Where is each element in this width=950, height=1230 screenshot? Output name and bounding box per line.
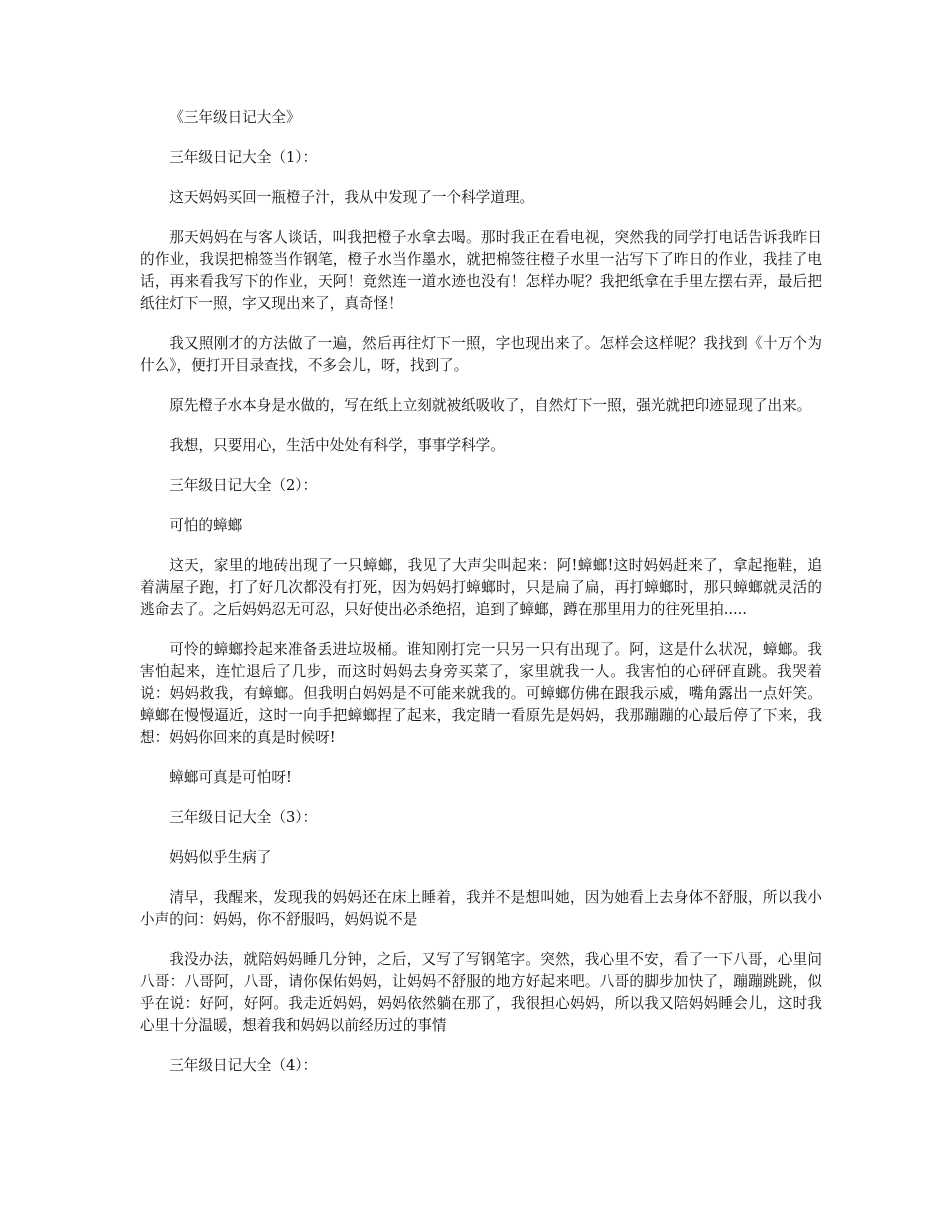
paragraph: 这天，家里的地砖出现了一只蟑螂，我见了大声尖叫起来：阿!蟑螂!这时妈妈赶来了，拿起拖鞋，追着满屋子跑，打了好几次都没有打死，因为妈妈打蟑螂时，只是扁了扁，再打蟑螂时，那只蟑螂就灵活的逃命去了。之后妈妈忍无可忍，只好使出必杀绝招，追到了蟑螂，蹲在那里用力的往死里拍..... [140, 557, 822, 618]
section-heading: 三年级日记大全（3）： [169, 809, 318, 826]
paragraph: 原先橙子水本身是水做的，写在纸上立刻就被纸吸收了，自然灯下一照，强光就把印迹显现了出来。 [169, 397, 812, 414]
paragraph: 我没办法，就陪妈妈睡几分钟，之后，又写了写钢笔字。突然，我心里不安，看了一下八哥，心里问八哥：八哥阿，八哥，请你保佑妈妈，让妈妈不舒服的地方好起来吧。八哥的脚步加快了，蹦蹦跳跳，似乎在说：好阿，好阿。我走近妈妈，妈妈依然躺在那了，我很担心妈妈，所以我又陪妈妈睡会儿，这时我心里十分温暖，想着我和妈妈以前经历过的事情 [140, 951, 822, 1034]
section-heading: 三年级日记大全（1）： [169, 149, 318, 166]
paragraph: 我想，只要用心，生活中处处有科学，事事学科学。 [169, 437, 505, 454]
document-title: 《三年级日记大全》 [169, 109, 301, 126]
section-heading: 三年级日记大全（4）： [169, 1057, 318, 1074]
paragraph: 这天妈妈买回一瓶橙子汁，我从中发现了一个科学道理。 [169, 189, 535, 206]
paragraph: 蟑螂可真是可怕呀! [169, 769, 292, 786]
section-heading: 三年级日记大全（2）： [169, 477, 318, 494]
entry-title: 妈妈似乎生病了 [169, 849, 272, 866]
entry-title: 可怕的蟑螂 [169, 517, 243, 534]
document-body [140, 107, 822, 1095]
paragraph: 清早，我醒来，发现我的妈妈还在床上睡着，我并不是想叫她，因为她看上去身体不舒服，所以我小小声的问：妈妈，你不舒服吗，妈妈说不是 [140, 889, 822, 928]
paragraph: 那天妈妈在与客人谈话，叫我把橙子水拿去喝。那时我正在看电视，突然我的同学打电话告诉我昨日的作业，我误把棉签当作钢笔，橙子水当作墨水，就把棉签往橙子水里一沾写下了昨日的作业，我挂了电话，再来看我写下的作业，天阿！竟然连一道水迹也没有！怎样办呢？我把纸拿在手里左摆右弄，最后把纸往灯下一照，字又现出来了，真奇怪！ [140, 229, 822, 312]
paragraph: 可怜的蟑螂拎起来准备丢进垃圾桶。谁知刚打完一只另一只有出现了。阿，这是什么状况，蟑螂。我害怕起来，连忙退后了几步，而这时妈妈去身旁买菜了，家里就我一人。我害怕的心砰砰直跳。我哭着说：妈妈救我，有蟑螂。但我明白妈妈是不可能来就我的。可蟑螂仿佛在跟我示威，嘴角露出一点奸笑。蟑螂在慢慢逼近，这时一向手把蟑螂捏了起来，我定睛一看原先是妈妈，我那蹦蹦的心最后停了下来，我想：妈妈你回来的真是时候呀! [140, 641, 822, 746]
paragraph: 我又照刚才的方法做了一遍，然后再往灯下一照，字也现出来了。怎样会这样呢？我找到《十万个为什么》，便打开目录查找，不多会儿，呀，找到了。 [140, 335, 822, 374]
